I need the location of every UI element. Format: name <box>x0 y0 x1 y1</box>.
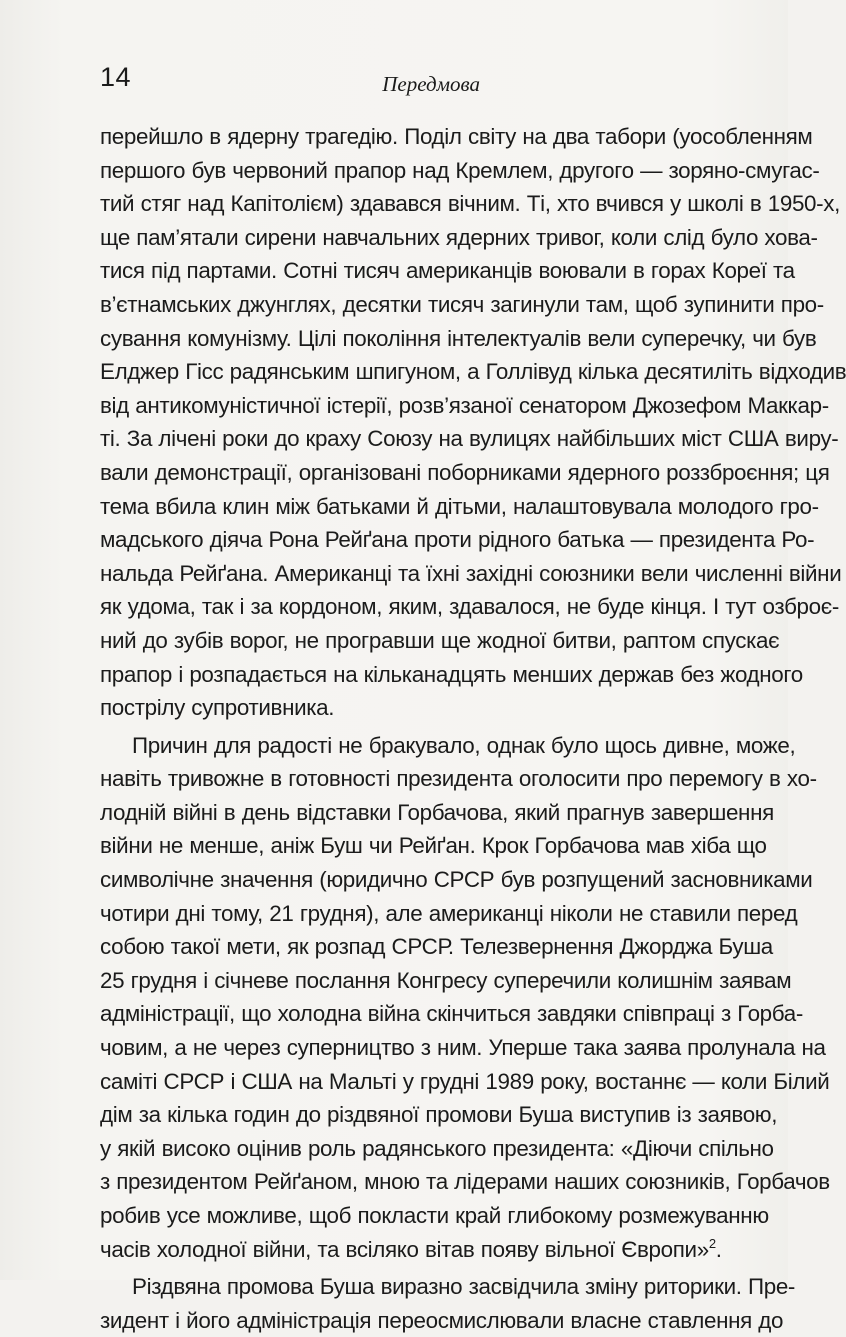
text-line: навіть тривожне в готовності президента оголосити про перемогу в хо- <box>100 766 817 792</box>
text-line: дім за кілька годин до різдвяної промови Буша виступив із заявою, <box>100 1102 778 1128</box>
text-line: з президентом Рейґаном, мною та лідерами наших союзників, Горбачов <box>100 1169 830 1195</box>
text-line: сування комунізму. Цілі покоління інтелектуалів вели суперечку, чи був <box>100 325 817 351</box>
text-line: нальда Рейґана. Американці та їхні західні союзники вели численні війни <box>100 560 842 586</box>
section-title: Передмова <box>382 72 480 96</box>
text-line: тема вбила клин між батьками й дітьми, налаштовувала молодого гро- <box>100 493 819 519</box>
text-line: Різдвяна промова Буша виразно засвідчила зміну риторики. Пре- <box>132 1274 796 1300</box>
running-head <box>100 60 480 100</box>
text-line: тися під партами. Сотні тисяч американців воювали в горах Кореї та <box>100 258 795 284</box>
paragraph-1 <box>100 120 846 725</box>
footnote-reference[interactable]: 2 <box>708 1235 716 1251</box>
text-line: ний до зубів ворог, не програвши ще жодної битви, раптом спускає <box>100 627 780 653</box>
paragraph-2 <box>100 729 830 1267</box>
text-line: в’єтнамських джунглях, десятки тисяч загинули там, щоб зупинити про- <box>100 291 824 317</box>
text-line: вали демонстрації, організовані поборниками ядерного роззброєння; ця <box>100 459 830 485</box>
text-line: саміті СРСР і США на Мальті у грудні 1989 року, востаннє — коли Білий <box>100 1068 830 1094</box>
text-line: війни не менше, аніж Буш чи Рейґан. Крок Горбачова мав хіба що <box>100 833 767 859</box>
text-line: тий стяг над Капітолієм) здавався вічним. Ті, хто вчився у школі в 1950-х, <box>100 191 840 217</box>
paragraph-3 <box>100 1270 796 1337</box>
text-line: ще пам’ятали сирени навчальних ядерних тривог, коли слід було хова- <box>100 224 818 250</box>
text-line: зидент і його адміністрація переосмислювали власне ставлення до <box>100 1307 784 1333</box>
text-line: перейшло в ядерну трагедію. Поділ світу на два табори (уособленням <box>100 124 813 149</box>
text-line: чотири дні тому, 21 грудня), але американці ніколи не ставили перед <box>100 900 798 926</box>
text-line: як удома, так і за кордоном, яким, здавалося, не буде кінця. І тут озброє- <box>100 594 839 620</box>
text-line: собою такої мети, як розпад СРСР. Телезвернення Джорджа Буша <box>100 934 773 960</box>
text-line: часів холодної війни, та всіляко вітав появу вільної Європи» <box>100 1236 709 1262</box>
text-line: від антикомуністичної істерії, розв’язаної сенатором Джозефом Маккар- <box>100 392 829 418</box>
text-line: ті. За лічені роки до краху Союзу на вулицях найбільших міст США виру- <box>100 426 839 452</box>
text-line: лодній війні в день відставки Горбачова, який прагнув завершення <box>100 799 774 825</box>
text-line: мадського діяча Рона Рейґана проти рідного батька — президента Ро- <box>100 527 815 553</box>
text-line: 25 грудня і січневе послання Конгресу суперечили колишнім заявам <box>100 967 792 993</box>
text-line: робив усе можливе, щоб покласти край глибокому розмежуванню <box>100 1203 769 1228</box>
text-line: символічне значення (юридично СРСР був розпущений засновниками <box>100 867 813 893</box>
text-line: у якій високо оцінив роль радянського президента: «Діючи спільно <box>100 1135 774 1161</box>
body-text <box>100 120 846 1337</box>
text-line: адміністрації, що холодна війна скінчиться завдяки співпраці з Горба- <box>100 1001 803 1027</box>
text-line: човим, а не через суперництво з ним. Уперше така заява пролунала на <box>100 1035 826 1061</box>
text-line: прапор і розпадається на кільканадцять менших держав без жодного <box>100 661 803 687</box>
text-line: Елджер Гісс радянським шпигуном, а Голлівуд кілька десятиліть відходив <box>100 359 846 385</box>
text-line: пострілу супротивника. <box>100 695 335 721</box>
page-number: 14 <box>100 62 132 92</box>
text-line: Причин для радості не бракувало, однак було щось дивне, може, <box>132 732 796 758</box>
text-line: першого був червоний прапор над Кремлем, другого — зоряно-смугас- <box>100 157 820 183</box>
text-line-with-footnote: часів холодної війни, та всіляко вітав появу вільної Європи»$^2$. <box>100 1235 722 1262</box>
